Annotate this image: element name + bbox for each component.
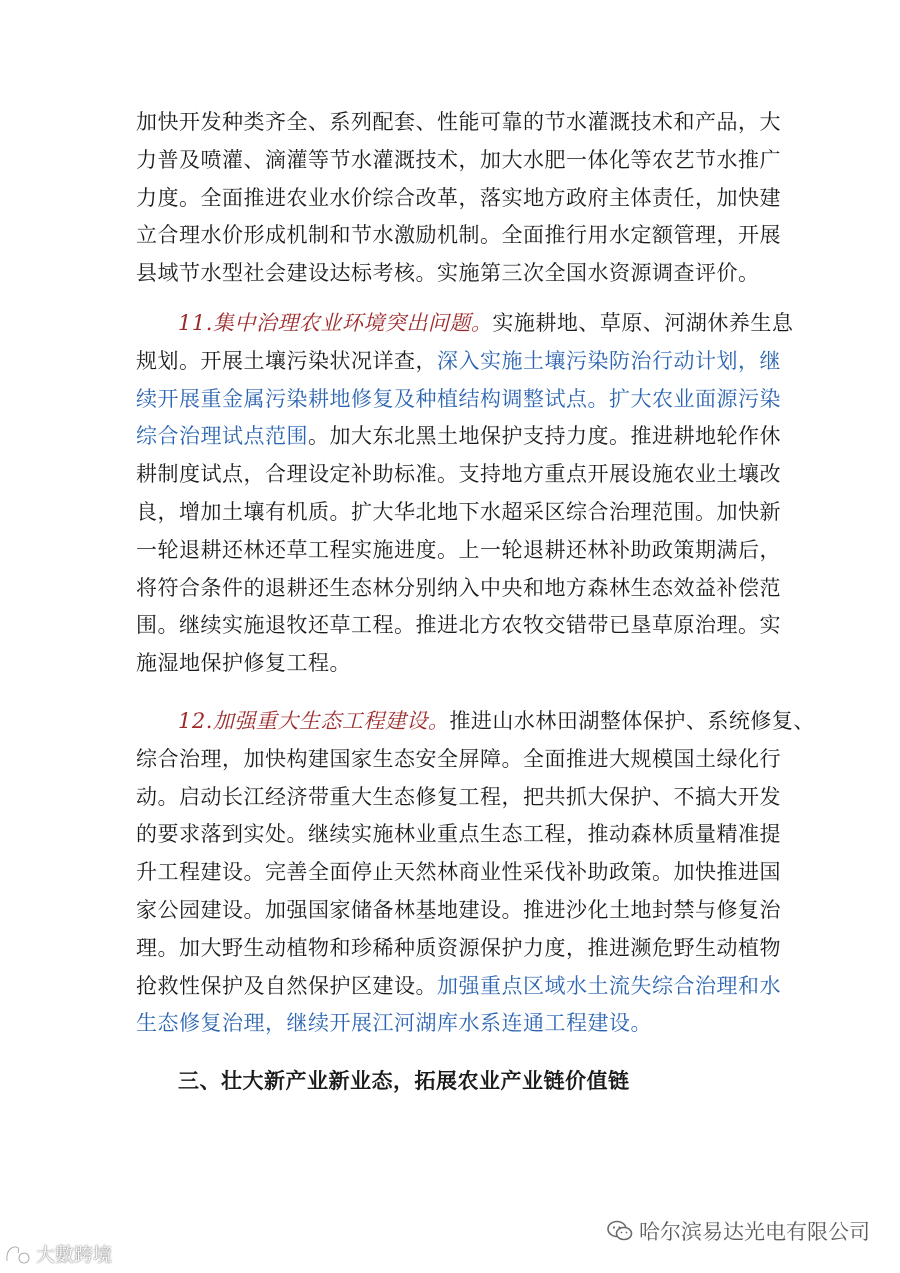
highlight-segment: 综合治理试点范围 xyxy=(136,424,308,449)
text-line: 力度。全面推进农业水价综合改革，落实地方政府主体责任，加快建 xyxy=(136,185,781,210)
item-heading-12: 12.加强重大生态工程建设。 xyxy=(178,709,450,733)
highlight-line: 续开展重金属污染耕地修复及种植结构调整试点。扩大农业面源污染 xyxy=(136,386,781,411)
text-line xyxy=(136,343,781,381)
text-line: 一轮退耕还林还草工程实施进度。上一轮退耕还林补助政策期满后， xyxy=(136,537,781,562)
text-segment: 推进山水林田湖整体保护、系统修复、 xyxy=(449,709,815,733)
wechat-watermark xyxy=(607,1216,870,1246)
watermark-brand-name: 大數跨境 xyxy=(36,1244,113,1266)
text-segment: 抢救性保护及自然保护区建设。 xyxy=(136,973,437,998)
section-heading: 三、壮大新产业新业态，拓展农业产业链价值链 xyxy=(178,1069,630,1093)
text-segment: 规划。开展土壤污染状况详查， xyxy=(136,348,437,373)
highlight-segment: 加强重点区域水土流失综合治理和水 xyxy=(437,973,781,998)
text-line: 家公园建设。加强国家储备林基地建设。推进沙化土地封禁与修复治 xyxy=(136,897,781,922)
text-line: 围。继续实施退牧还草工程。推进北方农牧交错带已垦草原治理。实 xyxy=(136,613,781,638)
paragraph-ecology xyxy=(136,703,815,1043)
text-line: 综合治理，加快构建国家生态安全屏障。全面推进大规模国土绿化行 xyxy=(136,746,781,771)
text-line: 加快开发种类齐全、系列配套、性能可靠的节水灌溉技术和产品，大 xyxy=(136,110,781,134)
wechat-icon xyxy=(607,1220,633,1242)
highlight-segment: 深入实施土壤污染防治行动计划，继 xyxy=(437,348,781,373)
brand-logo-icon xyxy=(4,1243,32,1265)
text-line: 立合理水价形成机制和节水激励机制。全面推行用水定额管理，开展 xyxy=(136,223,781,248)
text-line: 施湿地保护修复工程。 xyxy=(136,651,351,676)
text-line xyxy=(136,305,794,343)
text-line: 将符合条件的退耕还生态林分别纳入中央和地方森林生态效益补偿范 xyxy=(136,575,781,600)
highlight-line: 生态修复治理，继续开展江河湖库水系连通工程建设。 xyxy=(136,1011,652,1036)
paragraph-water-saving xyxy=(136,104,781,293)
text-line: 的要求落到实处。继续实施林业重点生态工程，推动森林质量精准提 xyxy=(136,822,781,847)
text-segment: 。加大东北黑土地保护支持力度。推进耕地轮作休 xyxy=(308,424,781,449)
paragraph-environment xyxy=(136,305,794,683)
text-line: 升工程建设。完善全面停止天然林商业性采伐补助政策。加快推进国 xyxy=(136,860,781,885)
text-line: 良，增加土壤有机质。扩大华北地下水超采区综合治理范围。加快新 xyxy=(136,499,781,524)
text-line: 县域节水型社会建设达标考核。实施第三次全国水资源调查评价。 xyxy=(136,261,760,286)
watermark-company-name: 哈尔滨易达光电有限公司 xyxy=(639,1220,870,1244)
text-segment: 实施耕地、草原、河湖休养生息 xyxy=(492,311,794,335)
text-line xyxy=(136,968,781,1006)
text-line: 力普及喷灌、滴灌等节水灌溉技术，加大水肥一体化等农艺节水推广 xyxy=(136,147,781,172)
text-line: 动。启动长江经济带重大生态修复工程，把共抓大保护、不搞大开发 xyxy=(136,784,781,809)
text-line: 理。加大野生动植物和珍稀种质资源保护力度，推进濒危野生动植物 xyxy=(136,935,781,960)
source-watermark xyxy=(4,1240,112,1267)
text-line xyxy=(136,703,815,741)
text-line xyxy=(136,418,781,456)
item-heading-11: 11.集中治理农业环境突出问题。 xyxy=(178,311,493,335)
text-line: 耕制度试点，合理设定补助标准。支持地方重点开展设施农业土壤改 xyxy=(136,462,781,487)
